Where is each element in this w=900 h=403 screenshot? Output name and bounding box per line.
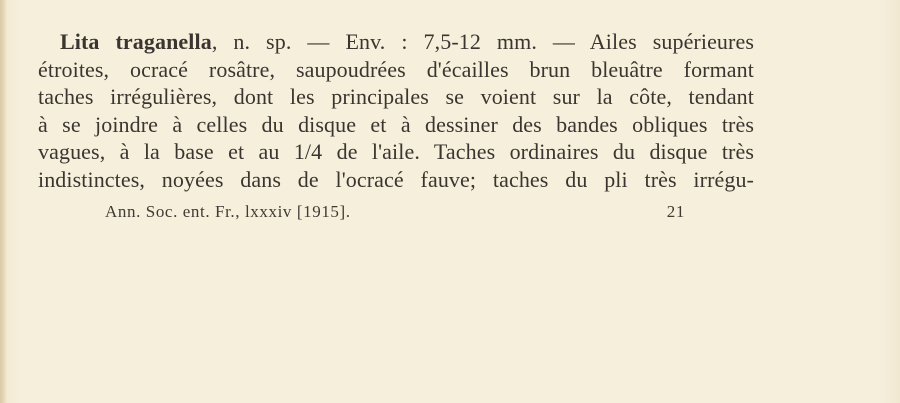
description-line-2: étroites, ocracé rosâtre, saupoudrées d'écailles brun bleuâtre formant — [38, 56, 754, 82]
description-line-1 — [38, 28, 754, 56]
page-number: 21 — [666, 202, 685, 221]
description-line-5: vagues, à la base et au 1/4 de l'aile. Taches ordinaires du disque très — [38, 139, 754, 164]
journal-citation: Ann. Soc. ent. Fr., lxxxiv [1915]. — [105, 202, 351, 221]
taxon-name: Lita traganella — [60, 29, 212, 54]
description-line-4: à se joindre à celles du disque et à dessiner des bandes obliques très — [38, 111, 754, 137]
description-line-1-rest: , n. sp. — Env. : 7,5-12 mm. — Ailes supérieures — [211, 29, 754, 54]
description-line-3: taches irrégulières, dont les principales se voient sur la côte, tendant — [38, 84, 754, 109]
page-gutter-shadow — [0, 0, 7, 403]
description-line-6: indistinctes, noyées dans de l'ocracé fauve; taches du pli très irrégu- — [38, 166, 754, 192]
page-footer — [105, 200, 685, 224]
species-description — [38, 28, 754, 193]
